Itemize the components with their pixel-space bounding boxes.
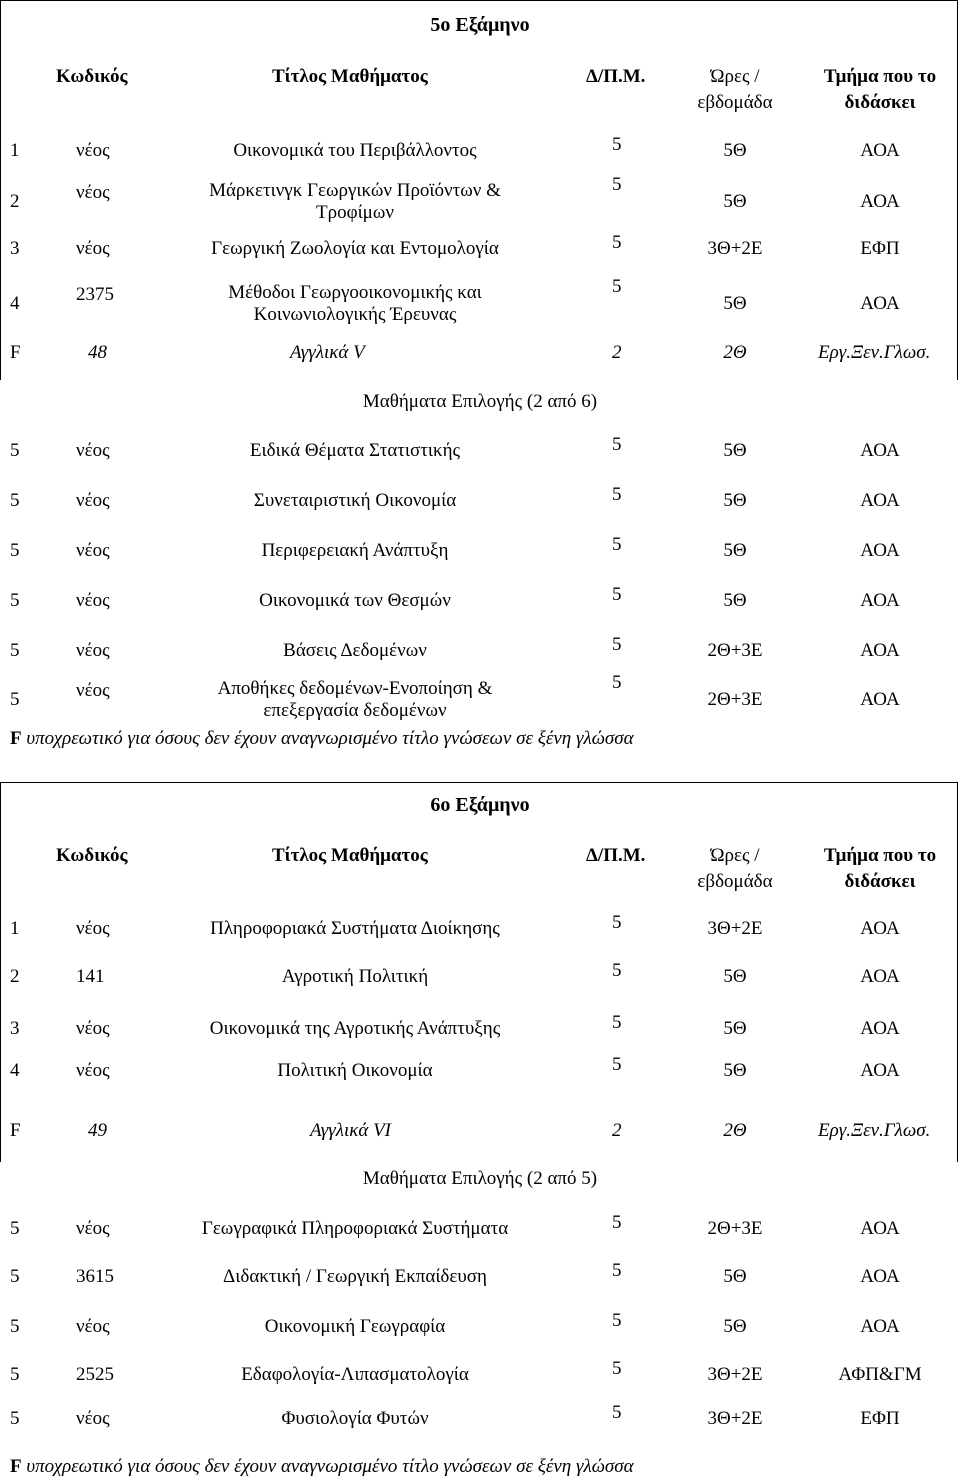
- row-number: 5: [10, 590, 20, 611]
- row-hours: 3Θ+2Ε: [707, 918, 763, 939]
- lang-row-ects: 2: [612, 342, 622, 363]
- lang-row-code: 49: [88, 1120, 107, 1141]
- row-ects: 5: [612, 1402, 622, 1423]
- header-code: Κωδικός: [56, 66, 128, 87]
- row-hours: 2Θ+3Ε: [707, 689, 763, 710]
- row-number: 5: [10, 1266, 20, 1287]
- row-course-title-line: Μάρκετινγκ Γεωργικών Προϊόντων &: [209, 180, 501, 201]
- row-code: νέος: [76, 1060, 110, 1081]
- row-hours: 2Θ+3Ε: [707, 640, 763, 661]
- row-course-title-line: Συνεταιριστική Οικονομία: [253, 490, 457, 511]
- row-ects: 5: [612, 1054, 622, 1075]
- row-hours: 5Θ: [723, 440, 747, 461]
- row-code: νέος: [76, 182, 110, 203]
- header-dept-line2: διδάσκει: [844, 92, 916, 113]
- row-hours: 5Θ: [723, 1266, 747, 1287]
- row-number: 4: [10, 1060, 20, 1081]
- header-course-title: Τίτλος Μαθήματος: [272, 845, 428, 866]
- header-dpm: Δ/Π.Μ.: [586, 845, 646, 866]
- row-ects: 5: [612, 634, 622, 655]
- row-dept: ΑΟΑ: [860, 918, 900, 939]
- lang-row-mark: F: [10, 1120, 21, 1141]
- row-course-title: [180, 966, 530, 988]
- row-number: 5: [10, 640, 20, 661]
- row-code: νέος: [76, 918, 110, 939]
- row-course-title-line: Βάσεις Δεδομένων: [283, 640, 427, 661]
- row-dept: ΑΟΑ: [860, 640, 900, 661]
- row-code: νέος: [76, 140, 110, 161]
- row-number: 5: [10, 540, 20, 561]
- row-course-title-line: Αγροτική Πολιτική: [281, 966, 429, 987]
- row-course-title-line: Αποθήκες δεδομένων-Ενοποίηση &: [217, 678, 493, 699]
- row-dept: ΑΟΑ: [860, 1316, 900, 1337]
- row-code: νέος: [76, 1218, 110, 1239]
- row-hours: 5Θ: [723, 540, 747, 561]
- row-ects: 5: [612, 1260, 622, 1281]
- row-hours: 5Θ: [723, 1018, 747, 1039]
- row-code: νέος: [76, 540, 110, 561]
- header-dept: [800, 64, 960, 116]
- row-course-title: [180, 1364, 530, 1386]
- header-course-title: Τίτλος Μαθήματος: [272, 66, 428, 87]
- row-hours: 5Θ: [723, 590, 747, 611]
- header-hours-line1: Ώρες /: [710, 66, 760, 87]
- row-course-title-line: Διδακτική / Γεωργική Εκπαίδευση: [223, 1266, 487, 1287]
- row-dept: ΑΦΠ&ΓΜ: [838, 1364, 922, 1385]
- row-course-title: [180, 282, 530, 326]
- row-ects: 5: [612, 134, 622, 155]
- row-number: 5: [10, 490, 20, 511]
- header-dept-line1: Τμήμα που το: [823, 845, 937, 866]
- row-dept: ΑΟΑ: [860, 490, 900, 511]
- header-dpm: Δ/Π.Μ.: [586, 66, 646, 87]
- footnote-text: υποχρεωτικό για όσους δεν έχουν αναγνωρισμένο τίτλο γνώσεων σε ξένη γλώσσα: [26, 1456, 634, 1477]
- header-hours: [680, 64, 790, 116]
- row-ects: 5: [612, 1310, 622, 1331]
- row-code: 2375: [76, 284, 114, 305]
- row-dept: ΑΟΑ: [860, 1060, 900, 1081]
- row-hours: 5Θ: [723, 1316, 747, 1337]
- row-course-title: [180, 140, 530, 162]
- row-dept: ΑΟΑ: [860, 191, 900, 212]
- lang-row-mark: F: [10, 342, 21, 363]
- row-number: 2: [10, 966, 20, 987]
- header-hours-line2: εβδομάδα: [697, 92, 773, 113]
- row-number: 2: [10, 191, 20, 212]
- row-hours: 5Θ: [723, 293, 747, 314]
- row-code: νέος: [76, 1408, 110, 1429]
- row-hours: 3Θ+2Ε: [707, 1408, 763, 1429]
- row-code: νέος: [76, 440, 110, 461]
- row-hours: 5Θ: [723, 140, 747, 161]
- row-number: 4: [10, 293, 20, 314]
- row-ects: 5: [612, 584, 622, 605]
- row-dept: ΑΟΑ: [860, 689, 900, 710]
- row-number: 5: [10, 1316, 20, 1337]
- lang-row-title: Αγγλικά VI: [310, 1120, 392, 1141]
- row-ects: 5: [612, 276, 622, 297]
- row-course-title-line: Μέθοδοι Γεωργοοικονομικής και: [228, 282, 482, 303]
- lang-row-hours: 2Θ: [723, 342, 747, 363]
- lang-row-dept: Εργ.Ξεν.Γλωσ.: [818, 342, 931, 363]
- row-dept: ΑΟΑ: [860, 140, 900, 161]
- row-number: 3: [10, 1018, 20, 1039]
- row-hours: 5Θ: [723, 966, 747, 987]
- row-ects: 5: [612, 232, 622, 253]
- row-dept: ΑΟΑ: [860, 1266, 900, 1287]
- row-dept: ΑΟΑ: [860, 966, 900, 987]
- row-dept: ΑΟΑ: [860, 540, 900, 561]
- row-hours: 2Θ+3Ε: [707, 1218, 763, 1239]
- row-ects: 5: [612, 912, 622, 933]
- row-ects: 5: [612, 960, 622, 981]
- row-course-title: [180, 440, 530, 462]
- row-number: 5: [10, 1364, 20, 1385]
- row-number: 1: [10, 918, 20, 939]
- lang-row-ects: 2: [612, 1120, 622, 1141]
- header-hours: [680, 843, 790, 895]
- row-course-title: [180, 1266, 530, 1288]
- row-course-title-line: Τροφίμων: [316, 202, 394, 223]
- row-dept: ΑΟΑ: [860, 1018, 900, 1039]
- row-code: 2525: [76, 1364, 114, 1385]
- row-number: 5: [10, 440, 20, 461]
- row-hours: 5Θ: [723, 1060, 747, 1081]
- lang-row-hours: 2Θ: [723, 1120, 747, 1141]
- semester-5-electives-title: Μαθήματα Επιλογής (2 από 6): [362, 391, 598, 412]
- header-dept-line1: Τμήμα που το: [823, 66, 937, 87]
- semester-5-footnote: [10, 728, 634, 750]
- row-ects: 5: [612, 174, 622, 195]
- lang-row-title: Αγγλικά V: [290, 342, 365, 363]
- header-dept: [800, 843, 960, 895]
- semester-6-title: 6ο Εξάμηνο: [430, 794, 530, 816]
- row-course-title-line: Οικονομικά της Αγροτικής Ανάπτυξης: [209, 1018, 501, 1039]
- row-code: νέος: [76, 640, 110, 661]
- row-number: 5: [10, 689, 20, 710]
- row-course-title-line: Οικονομικά του Περιβάλλοντος: [233, 140, 477, 161]
- row-code: 3615: [76, 1266, 114, 1287]
- row-dept: ΑΟΑ: [860, 440, 900, 461]
- row-ects: 5: [612, 484, 622, 505]
- header-hours-line1: Ώρες /: [710, 845, 760, 866]
- header-hours-line2: εβδομάδα: [697, 871, 773, 892]
- row-course-title: [180, 1018, 530, 1040]
- row-code: νέος: [76, 1018, 110, 1039]
- row-course-title: [180, 490, 530, 512]
- row-ects: 5: [612, 1212, 622, 1233]
- row-course-title: [180, 180, 530, 224]
- row-ects: 5: [612, 434, 622, 455]
- header-code: Κωδικός: [56, 845, 128, 866]
- row-course-title-line: Εδαφολογία-Λιπασματολογία: [241, 1364, 469, 1385]
- row-course-title: [180, 1408, 530, 1430]
- row-course-title-line: Γεωργική Ζωολογία και Εντομολογία: [211, 238, 499, 259]
- row-dept: ΕΦΠ: [860, 1408, 900, 1429]
- row-course-title-line: Οικονομική Γεωγραφία: [264, 1316, 446, 1337]
- row-course-title-line: Γεωγραφικά Πληροφοριακά Συστήματα: [201, 1218, 509, 1239]
- row-dept: ΕΦΠ: [860, 238, 900, 259]
- row-ects: 5: [612, 672, 622, 693]
- footnote-mark: F: [10, 1456, 22, 1477]
- row-course-title-line: Κοινωνιολογικής Έρευνας: [253, 304, 457, 325]
- row-code: 141: [76, 966, 105, 987]
- row-code: νέος: [76, 1316, 110, 1337]
- row-dept: ΑΟΑ: [860, 590, 900, 611]
- row-ects: 5: [612, 1012, 622, 1033]
- row-course-title: [180, 1060, 530, 1082]
- row-course-title-line: Φυσιολογία Φυτών: [281, 1408, 429, 1429]
- row-course-title: [180, 540, 530, 562]
- row-course-title: [180, 918, 530, 940]
- row-number: 3: [10, 238, 20, 259]
- row-course-title-line: Πολιτική Οικονομία: [277, 1060, 433, 1081]
- row-course-title: [180, 1316, 530, 1338]
- semester-5-title: 5ο Εξάμηνο: [430, 14, 530, 36]
- row-number: 5: [10, 1408, 20, 1429]
- row-hours: 3Θ+2Ε: [707, 238, 763, 259]
- header-dept-line2: διδάσκει: [844, 871, 916, 892]
- row-course-title: [180, 640, 530, 662]
- row-course-title: [180, 590, 530, 612]
- row-course-title-line: Περιφερειακή Ανάπτυξη: [261, 540, 449, 561]
- row-course-title: [180, 678, 530, 722]
- footnote-mark: F: [10, 728, 22, 749]
- semester-6-electives-title: Μαθήματα Επιλογής (2 από 5): [362, 1168, 598, 1189]
- lang-row-dept: Εργ.Ξεν.Γλωσ.: [818, 1120, 931, 1141]
- row-code: νέος: [76, 490, 110, 511]
- row-ects: 5: [612, 534, 622, 555]
- row-course-title-line: Πληροφοριακά Συστήματα Διοίκησης: [210, 918, 500, 939]
- row-code: νέος: [76, 680, 110, 701]
- footnote-text: υποχρεωτικό για όσους δεν έχουν αναγνωρισμένο τίτλο γνώσεων σε ξένη γλώσσα: [26, 728, 634, 749]
- row-hours: 5Θ: [723, 490, 747, 511]
- row-course-title-line: Οικονομικά των Θεσμών: [259, 590, 451, 611]
- row-course-title: [180, 238, 530, 260]
- lang-row-code: 48: [88, 342, 107, 363]
- row-hours: 5Θ: [723, 191, 747, 212]
- row-dept: ΑΟΑ: [860, 293, 900, 314]
- row-ects: 5: [612, 1358, 622, 1379]
- row-code: νέος: [76, 238, 110, 259]
- row-number: 5: [10, 1218, 20, 1239]
- row-course-title: [180, 1218, 530, 1240]
- row-code: νέος: [76, 590, 110, 611]
- row-hours: 3Θ+2Ε: [707, 1364, 763, 1385]
- semester-6-footnote: [10, 1456, 634, 1478]
- row-number: 1: [10, 140, 20, 161]
- row-course-title-line: επεξεργασία δεδομένων: [263, 700, 447, 721]
- row-dept: ΑΟΑ: [860, 1218, 900, 1239]
- row-course-title-line: Ειδικά Θέματα Στατιστικής: [249, 440, 461, 461]
